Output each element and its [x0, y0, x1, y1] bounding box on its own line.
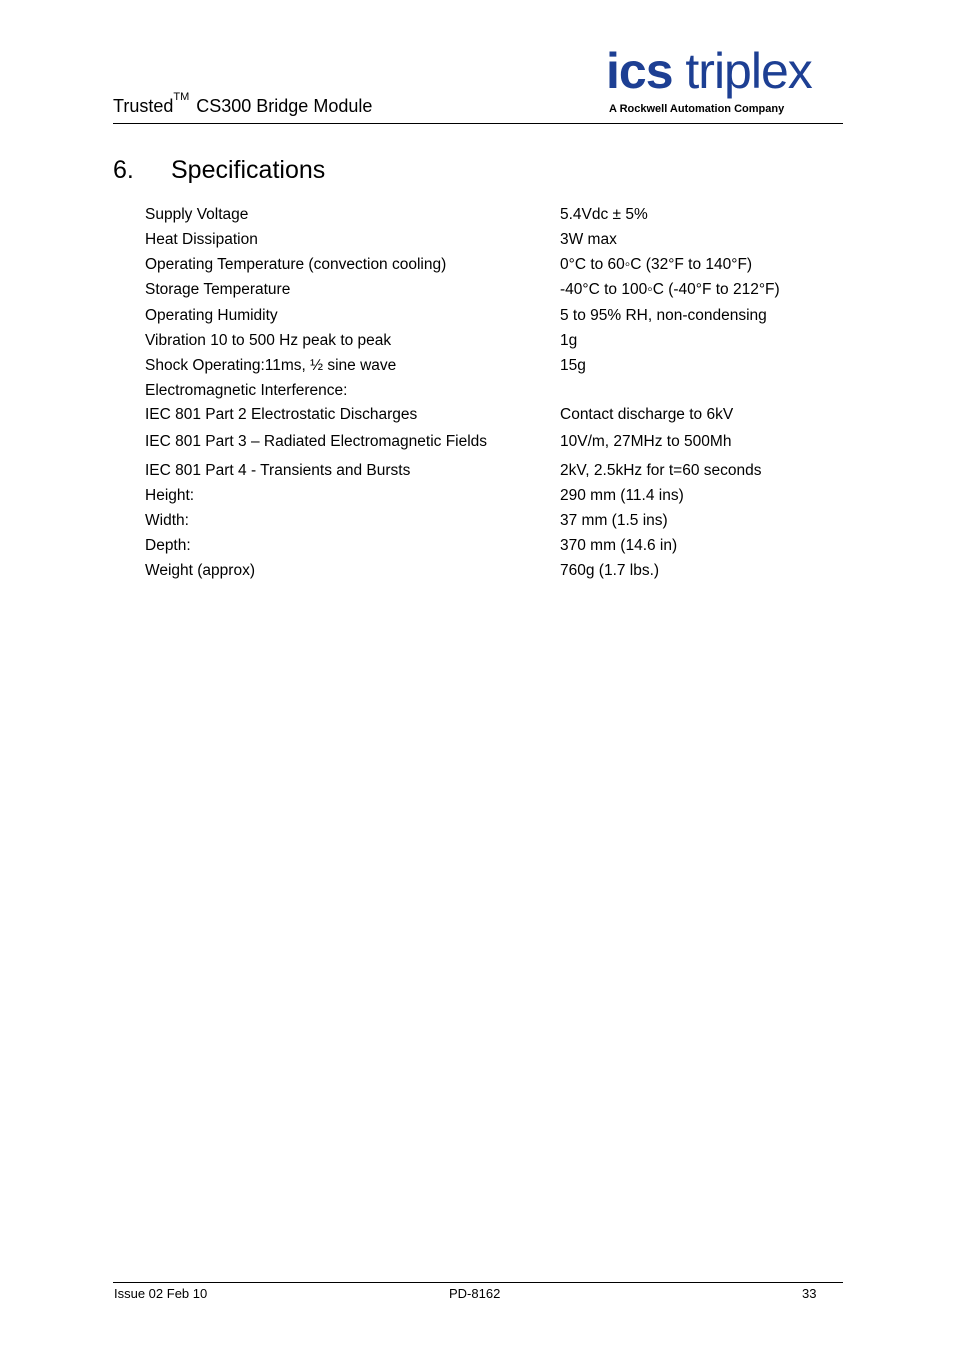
footer-issue: Issue 02 Feb 10 [114, 1286, 208, 1301]
section-heading [113, 156, 325, 185]
footer-doc-id: PD-8162 [449, 1286, 501, 1301]
company-logo [606, 43, 842, 118]
spec-label: Heat Dissipation [145, 231, 258, 248]
logo-tagline: A Rockwell Automation Company [609, 103, 785, 115]
logo-wordmark-ics: ics [606, 43, 673, 99]
spec-label: IEC 801 Part 2 Electrostatic Discharges [145, 406, 418, 423]
spec-label: Operating Temperature (convection cooling) [145, 256, 447, 273]
spec-label: Supply Voltage [145, 206, 249, 223]
spec-label: Vibration 10 to 500 Hz peak to peak [145, 332, 392, 349]
spec-value: 2kV, 2.5kHz for t=60 seconds [560, 462, 762, 479]
spec-label: Operating Humidity [145, 307, 278, 324]
spec-value: 37 mm (1.5 ins) [560, 512, 668, 529]
spec-label: IEC 801 Part 3 – Radiated Electromagnetic Fields [145, 433, 488, 450]
logo-wordmark-triplex: triplex [672, 43, 812, 99]
spec-label: Shock Operating:11ms, ½ sine wave [145, 357, 397, 374]
spec-label: Height: [145, 487, 195, 504]
spec-label: Storage Temperature [145, 281, 291, 298]
section-title: Specifications [171, 156, 326, 184]
spec-value: 5 to 95% RH, non-condensing [560, 307, 767, 324]
spec-value: 370 mm (14.6 in) [560, 537, 678, 554]
section-number: 6. [113, 156, 134, 184]
spec-value: Contact discharge to 6kV [560, 406, 734, 423]
spec-label: IEC 801 Part 4 - Transients and Bursts [145, 462, 411, 479]
spec-value: 10V/m, 27MHz to 500Mh [560, 433, 732, 450]
spec-value: 3W max [560, 231, 617, 248]
document-title: Trusted™ CS300 Bridge Module [113, 91, 373, 116]
footer-page-number: 33 [802, 1286, 817, 1301]
spec-value: -40°C to 100◦C (-40°F to 212°F) [560, 281, 780, 298]
spec-label: Electromagnetic Interference: [145, 382, 348, 399]
spec-label: Width: [145, 512, 189, 529]
spec-label: Depth: [145, 537, 191, 554]
spec-value: 5.4Vdc ± 5% [560, 206, 648, 223]
spec-value: 0°C to 60◦C (32°F to 140°F) [560, 256, 753, 273]
trademark-sup: TM [173, 91, 190, 103]
header-divider [113, 123, 843, 124]
spec-value: 760g (1.7 lbs.) [560, 562, 660, 579]
spec-value: 15g [560, 357, 586, 374]
spec-value: 1g [560, 332, 578, 349]
footer-divider [113, 1282, 843, 1283]
spec-label: Weight (approx) [145, 562, 255, 579]
spec-value: 290 mm (11.4 ins) [560, 487, 684, 504]
